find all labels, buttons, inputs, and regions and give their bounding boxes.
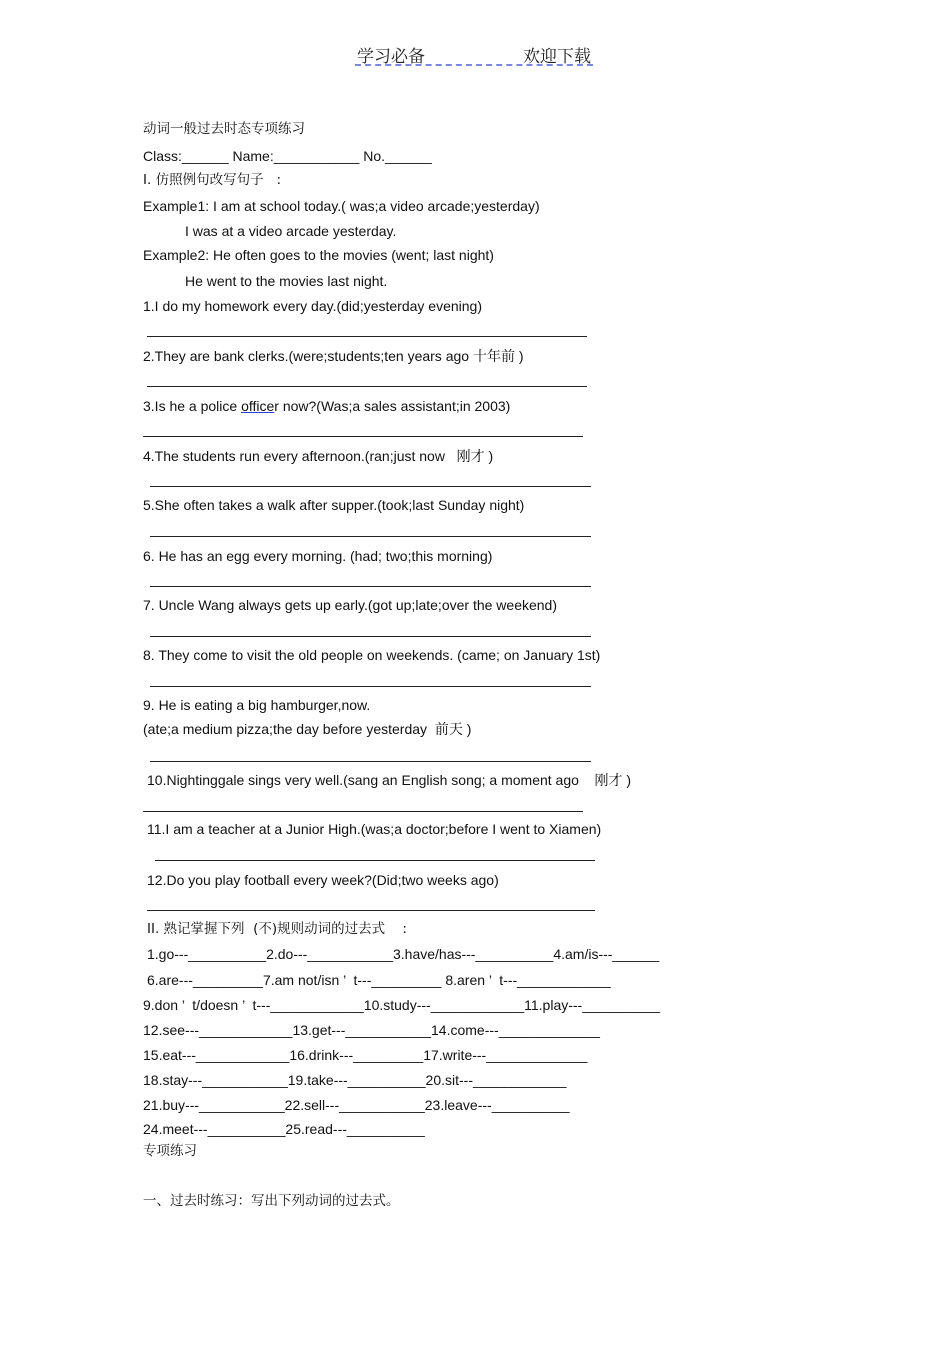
- section-4-title: 一、过去时练习：写出下列动词的过去式。: [143, 1193, 400, 1209]
- question-12: 12.Do you play football every week?(Did;two weeks ago): [147, 872, 499, 888]
- verb-row: 1.go---__________2.do---___________3.have/has---__________4.am/is---______: [147, 946, 660, 962]
- answer-line-1: [147, 336, 587, 337]
- answer-line-5: [150, 536, 591, 537]
- example-2: Example2: He often goes to the movies (went; last night): [143, 247, 494, 263]
- header-left-text: 学习必备: [357, 47, 425, 67]
- question-4: 4.The students run every afternoon.(ran;just now 刚才 ): [143, 448, 494, 464]
- verb-row: 12.see---____________13.get---___________14.come---_____________: [143, 1022, 600, 1038]
- verb-row: 9.don ’ t/doesn ’ t---____________10.study---____________11.play---__________: [143, 997, 661, 1013]
- answer-line-3: [143, 436, 583, 437]
- question-3: [143, 397, 510, 415]
- verb-row: 24.meet---__________25.read---__________: [143, 1121, 425, 1137]
- question-3-part-a: 3.Is he a police: [143, 398, 242, 414]
- header-right-text: 欢迎下载: [523, 47, 591, 67]
- question-9-line-1: 9. He is eating a big hamburger,now.: [143, 697, 371, 713]
- answer-line-7: [150, 636, 591, 637]
- answer-line-8: [150, 686, 591, 687]
- question-10: 10.Nightinggale sings very well.(sang an English song; a moment ago 刚才 ): [147, 772, 632, 788]
- section-3-title: 专项练习: [143, 1143, 197, 1159]
- section-1-title: I. 仿照例句改写句子 :: [143, 172, 281, 188]
- answer-line-10: [143, 811, 583, 812]
- section-2-title: II. 熟记掌握下列 (不)规则动词的过去式 :: [147, 921, 407, 937]
- info-line: Class:______ Name:___________ No.______: [143, 148, 432, 164]
- question-3-underlined-word: office: [241, 398, 275, 414]
- answer-line-9: [150, 761, 591, 762]
- question-5: 5.She often takes a walk after supper.(took;last Sunday night): [143, 497, 525, 513]
- answer-line-4: [150, 486, 591, 487]
- question-7: 7. Uncle Wang always gets up early.(got up;late;over the weekend): [143, 597, 557, 613]
- answer-line-6: [150, 586, 591, 587]
- question-3-part-c: r now?(Was;a sales assistant;in 2003): [274, 398, 511, 414]
- answer-line-12: [147, 910, 595, 911]
- answer-line-11: [155, 860, 595, 861]
- verb-row: 6.are---_________7.am not/isn ’ t---_________ 8.aren ’ t---____________: [147, 972, 611, 988]
- question-9-line-2: (ate;a medium pizza;the day before yesterday 前天 ): [143, 721, 472, 737]
- example-1-answer: I was at a video arcade yesterday.: [185, 223, 397, 239]
- question-1: 1.I do my homework every day.(did;yesterday evening): [143, 298, 483, 314]
- example-1: Example1: I am at school today.( was;a video arcade;yesterday): [143, 198, 540, 214]
- question-2: 2.They are bank clerks.(were;students;ten years ago 十年前 ): [143, 348, 524, 364]
- page-header: [355, 40, 593, 66]
- answer-line-2: [147, 386, 587, 387]
- verb-row: 18.stay---___________19.take---__________20.sit---____________: [143, 1072, 567, 1088]
- document-title: 动词一般过去时态专项练习: [143, 121, 305, 137]
- verb-row: 21.buy---___________22.sell---___________23.leave---__________: [143, 1097, 570, 1113]
- verb-row: 15.eat---____________16.drink---_________17.write---_____________: [143, 1047, 588, 1063]
- question-8: 8. They come to visit the old people on weekends. (came; on January 1st): [143, 647, 601, 663]
- example-2-answer: He went to the movies last night.: [185, 273, 388, 289]
- question-11: 11.I am a teacher at a Junior High.(was;a doctor;before I went to Xiamen): [147, 821, 602, 837]
- question-6: 6. He has an egg every morning. (had; two;this morning): [143, 548, 493, 564]
